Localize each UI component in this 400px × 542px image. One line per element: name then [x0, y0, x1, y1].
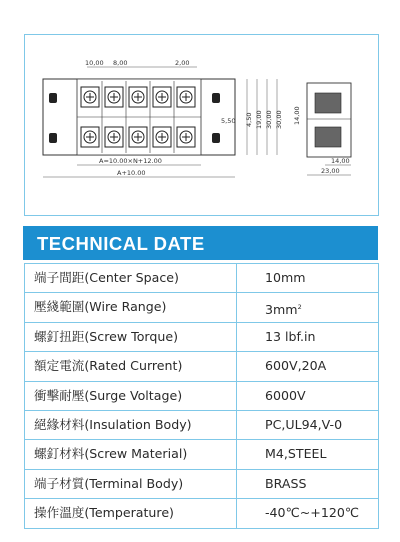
spec-value-text: 10mm — [265, 270, 306, 285]
dim-h3: 30,00 — [265, 110, 273, 129]
spec-value-text: 13 lbf.in — [265, 328, 316, 344]
spec-value-text: 3mm — [265, 302, 298, 318]
spec-value-text: M4,STEEL — [265, 446, 327, 462]
spec-value-text: BRASS — [265, 475, 307, 491]
spec-row — [25, 440, 378, 469]
technical-drawing — [24, 34, 379, 216]
dim-pitch2: 8,00 — [113, 59, 128, 67]
dim-formula: A=10.00×N+12.00 — [99, 157, 162, 165]
spec-row — [25, 352, 378, 381]
dim-h2: 19,00 — [255, 110, 263, 129]
dim-side2: 23,00 — [321, 167, 340, 175]
section-title: TECHNICAL DATE — [37, 233, 205, 254]
spec-row — [25, 264, 378, 293]
spec-value — [237, 352, 378, 380]
terminal-block-drawing — [25, 35, 378, 215]
spec-label: 螺釘材料(Screw Material) — [25, 440, 237, 468]
spec-row — [25, 293, 378, 322]
spec-value-text: -40℃~+120℃ — [265, 505, 359, 521]
spec-value-superscript: 2 — [297, 303, 302, 312]
spec-value — [237, 382, 378, 410]
section-header — [23, 226, 378, 260]
mount-hole-icon — [49, 133, 57, 143]
spec-row — [25, 411, 378, 440]
spec-label: 端子間距(Center Space) — [25, 264, 237, 292]
spec-value — [237, 323, 378, 351]
spec-value-text: 6000V — [265, 387, 306, 403]
dim-side1: 14,00 — [331, 157, 350, 165]
spec-value — [237, 440, 378, 468]
spec-value-text: PC,UL94,V-0 — [265, 416, 343, 432]
spec-label: 壓綫範圍(Wire Range) — [25, 293, 237, 321]
dim-h4: 30,00 — [275, 110, 283, 129]
spec-label: 絕緣材料(Insulation Body) — [25, 411, 237, 439]
dim-gap: 2,00 — [175, 59, 190, 67]
spec-label: 額定電流(Rated Current) — [25, 352, 237, 380]
spec-value-text: 600V,20A — [265, 358, 327, 374]
spec-table — [24, 263, 379, 529]
spec-value — [237, 411, 378, 439]
dim-screw: 5,50 — [221, 117, 236, 125]
mount-hole-icon — [212, 93, 220, 103]
spec-row — [25, 499, 378, 527]
spec-row — [25, 323, 378, 352]
spec-value — [237, 499, 378, 527]
dim-h1: 4,50 — [245, 112, 253, 127]
dim-overall: A+10.00 — [117, 169, 146, 177]
mount-hole-icon — [212, 133, 220, 143]
spec-value — [237, 470, 378, 498]
spec-label: 端子材質(Terminal Body) — [25, 470, 237, 498]
dim-h5: 14,00 — [293, 106, 301, 125]
spec-value — [237, 264, 378, 292]
spec-row — [25, 470, 378, 499]
spec-row — [25, 382, 378, 411]
spec-value — [237, 293, 378, 321]
spec-label: 螺釘扭距(Screw Torque) — [25, 323, 237, 351]
spec-label: 操作溫度(Temperature) — [25, 499, 237, 527]
mount-hole-icon — [49, 93, 57, 103]
dim-pitch: 10,00 — [85, 59, 104, 67]
spec-label: 衝擊耐壓(Surge Voltage) — [25, 382, 237, 410]
